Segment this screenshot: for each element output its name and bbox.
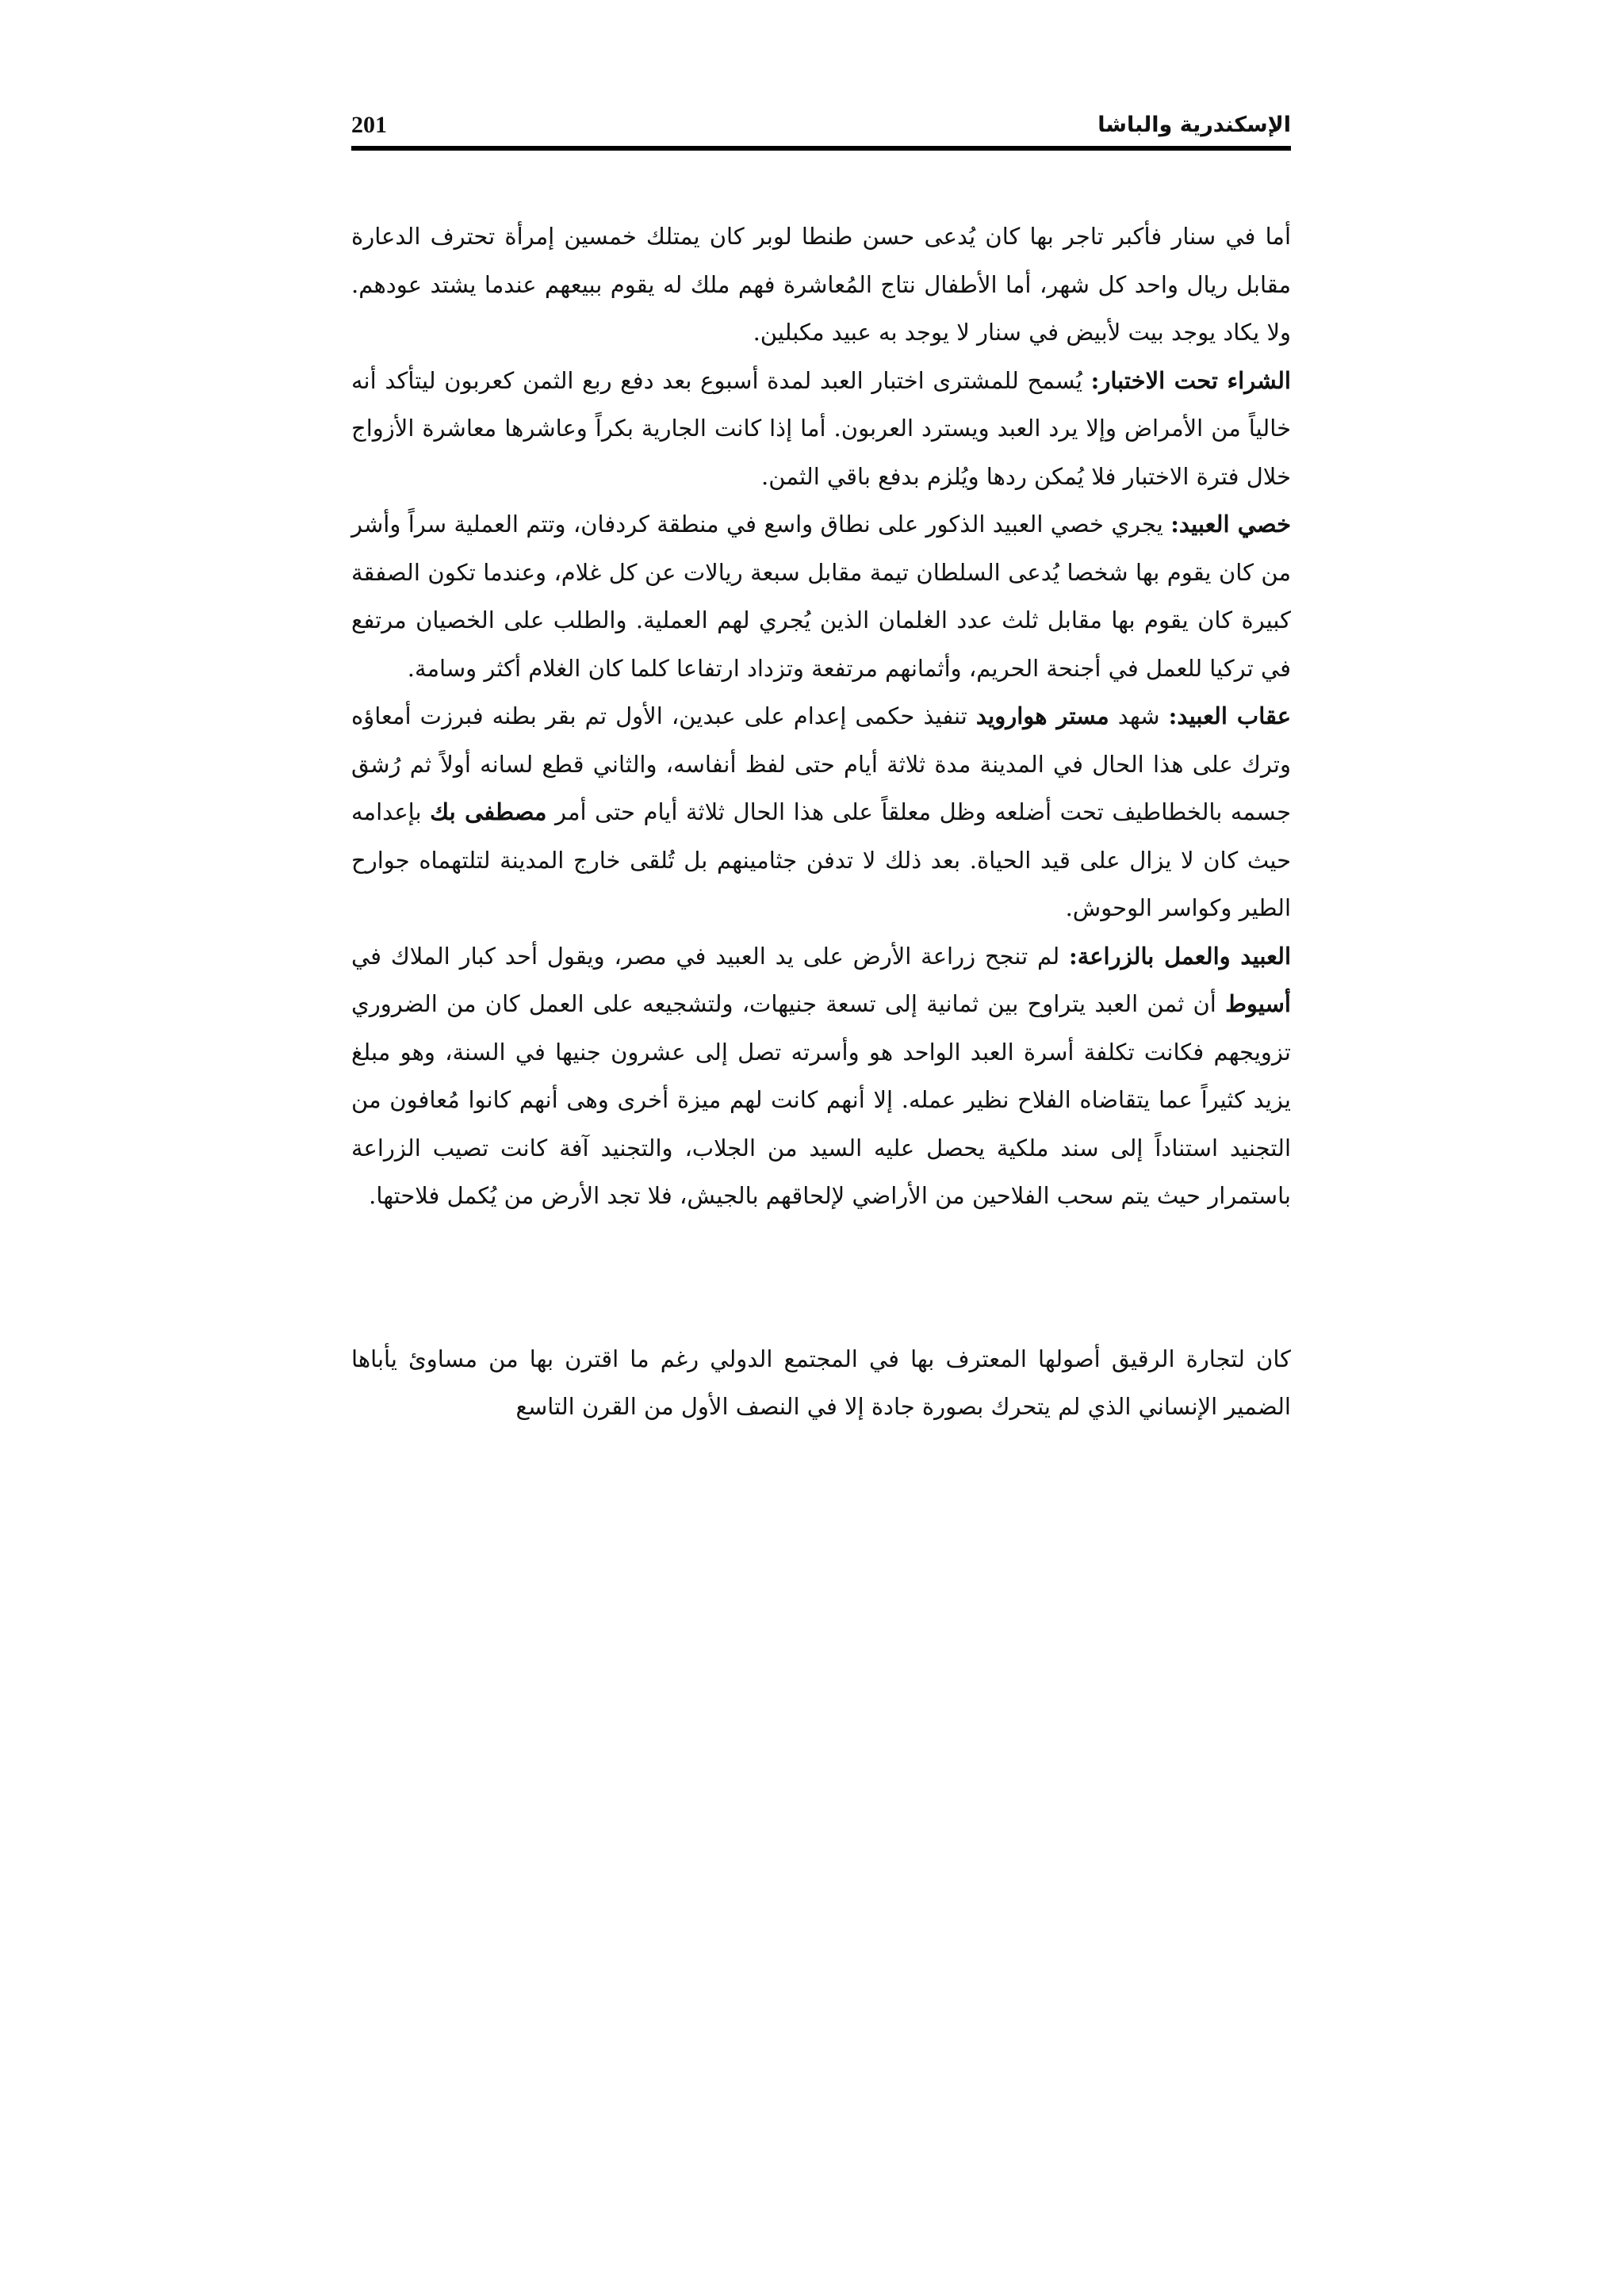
emphasized-place: أسيوط (1225, 990, 1291, 1017)
paragraph-text: أن ثمن العبد يتراوح بين ثمانية إلى تسعة جنيهات، ولتشجيعه على العمل كان من الضروري تزويجهم فكانت تكلفة أسرة العبد الواحد هو وأسرته تصل إلى عشرون جنيها في السنة، وهو مبلغ يزيد كثيراً عما يتقاضاه الفلاح نظير عمله. إلا أنهم كانت لهم ميزة أخرى وهى أنهم كانوا مُعافون من التجنيد استناداً إلى سند ملكية يحصل عليه السيد من الجلاب، والتجنيد آفة كانت تصيب الزراعة باستمرار حيث يتم سحب الفلاحين من الأراضي لإلحاقهم بالجيش، فلا تجد الأرض من يُكمل فلاحتها. (351, 990, 1291, 1209)
page-number: 201 (351, 112, 387, 138)
section-gap (351, 1220, 1291, 1335)
body-text (351, 212, 1291, 1431)
paragraph-heading: عقاب العبيد: (1168, 702, 1291, 729)
paragraph-text: شهد (1109, 702, 1169, 729)
paragraph-castration (351, 500, 1291, 692)
paragraph-text: كان لتجارة الرقيق أصولها المعترف بها في المجتمع الدولي رغم ما اقترن بها من مساوئ يأباها الضمير الإنساني الذي لم يتحرك بصورة جادة إلا في النصف الأول من القرن التاسع (351, 1345, 1291, 1420)
running-title: الإسكندرية والباشا (1097, 113, 1291, 137)
paragraph-text: أما في سنار فأكبر تاجر بها كان يُدعى حسن طنطا لوبر كان يمتلك خمسين إمرأة تحترف الدعارة مقابل ريال واحد كل شهر، أما الأطفال نتاج المُعاشرة فهم ملك له يقوم ببيعهم عندما يشتد عودهم. ولا يكاد يوجد بيت لأبيض في سنار لا يوجد به عبيد مكبلين. (351, 223, 1291, 346)
paragraph-purchase-trial (351, 357, 1291, 501)
paragraph-heading: الشراء تحت الاختبار: (1090, 366, 1291, 394)
paragraph-text: لم تنجح زراعة الأرض على يد العبيد في مصر، ويقول أحد كبار الملاك في (351, 942, 1069, 970)
paragraph-agriculture (351, 932, 1291, 1220)
paragraph-heading: العبيد والعمل بالزراعة: (1069, 942, 1292, 970)
paragraph-text: بإعدامه حيث كان لا يزال على قيد الحياة. بعد ذلك لا تدفن جثامينهم بل تُلقى خارج المدينة لتلتهماه جوارح الطير وكواسر الوحوش. (351, 798, 1291, 921)
emphasized-name: مستر هوارويد (975, 702, 1109, 729)
paragraph-text: يُسمح للمشترى اختبار العبد لمدة أسبوع بعد دفع ربع الثمن كعربون ليتأكد أنه خالياً من الأمراض وإلا يرد العبد ويسترد العربون. أما إذا كانت الجارية بكراً وعاشرها معاشرة الأزواج خلال فترة الاختبار فلا يُمكن ردها ويُلزم بدفع باقي الثمن. (351, 366, 1291, 490)
paragraph-text: يجري خصي العبيد الذكور على نطاق واسع في منطقة كردفان، وتتم العملية سراً وأشر من كان يقوم بها شخصا يُدعى السلطان تيمة مقابل سبعة ريالات عن كل غلام، وعندما تكون الصفقة كبيرة كان يقوم بها مقابل ثلث عدد الغلمان الذين يُجري لهم العملية. والطلب على الخصيان مرتفع في تركيا للعمل في أجنحة الحريم، وأثمانهم مرتفعة وتزداد ارتفاعا كلما كان الغلام أكثر وسامة. (351, 511, 1291, 682)
paragraph-punishment (351, 692, 1291, 932)
paragraph-sennar (351, 212, 1291, 357)
paragraph-slave-trade (351, 1335, 1291, 1431)
page-header (351, 101, 1291, 149)
emphasized-name: مصطفى بك (430, 798, 547, 825)
header-rule (351, 146, 1291, 151)
paragraph-heading: خصي العبيد: (1170, 511, 1292, 538)
paragraph-text: تنفيذ حكمى إعدام على عبدين، الأول تم بقر بطنه فبرزت أمعاؤه وترك على هذا الحال في المدينة مدة ثلاثة أيام حتى لفظ أنفاسه، والثاني قطع لسانه أولاً ثم رُشق جسمه بالخطاطيف تحت أضلعه وظل معلقاً على هذا الحال ثلاثة أيام حتى أمر (351, 702, 1291, 825)
